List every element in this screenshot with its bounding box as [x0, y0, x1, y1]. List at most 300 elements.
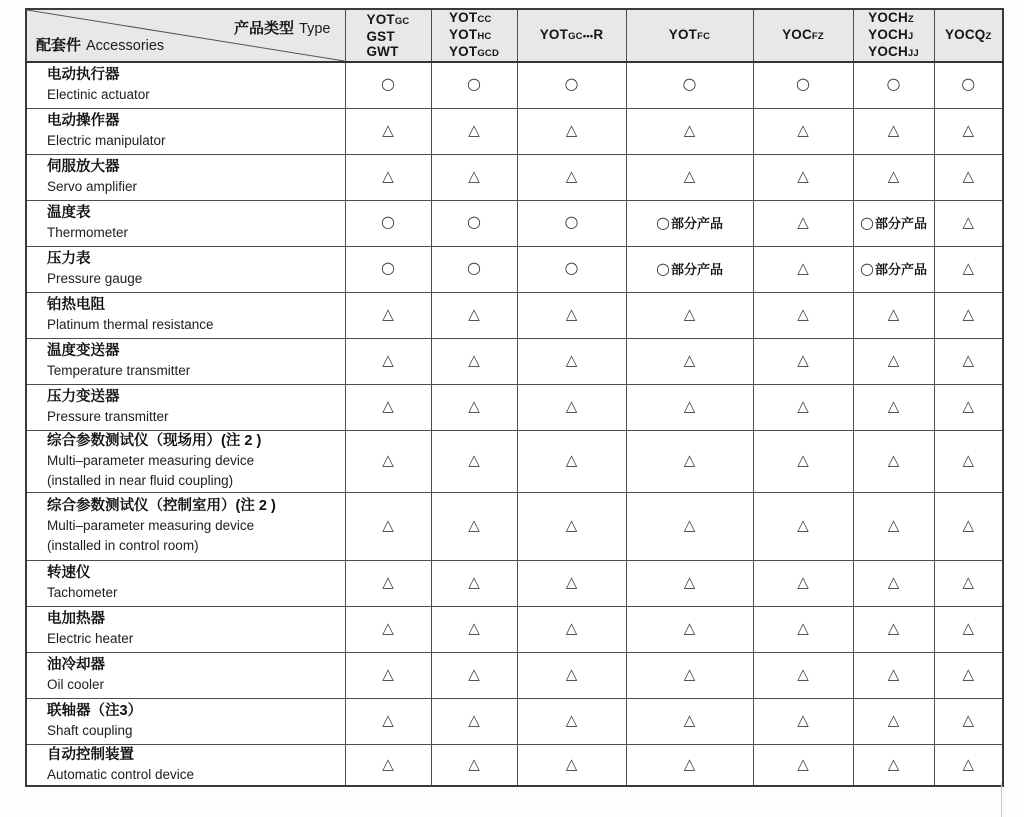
triangle-symbol: △: [565, 397, 578, 415]
page-edge-line: [1001, 783, 1002, 817]
triangle-symbol: △: [382, 754, 394, 773]
column-header-text: YOCHZ YOCHJ YOCHJJ: [868, 10, 919, 59]
triangle-symbol: △: [565, 451, 578, 469]
triangle-cell: [934, 430, 1003, 492]
triangle-symbol: △: [797, 121, 809, 139]
triangle-cell: [753, 200, 853, 246]
circle-partial-cell: [853, 246, 934, 292]
triangle-symbol: △: [887, 516, 900, 534]
partial-products-label: 部分产品: [670, 262, 723, 277]
header-row: [26, 9, 1003, 62]
triangle-symbol: △: [382, 397, 394, 415]
triangle-symbol: △: [382, 351, 394, 369]
circle-cell: [517, 246, 626, 292]
column-header-text: YOTGC GST GWT: [366, 12, 410, 59]
triangle-cell: [853, 606, 934, 652]
triangle-symbol: △: [962, 121, 975, 139]
triangle-cell: [934, 292, 1003, 338]
accessory-name-zh: 压力表: [47, 251, 91, 267]
column-header-yotgc-gst-gwt: [345, 9, 431, 62]
triangle-symbol: △: [468, 573, 480, 591]
triangle-cell: [626, 292, 753, 338]
circle-partial-cell: [626, 246, 753, 292]
circle-symbol: ○: [656, 259, 670, 278]
table-row: [26, 560, 1003, 606]
triangle-cell: [626, 698, 753, 744]
accessory-label-cell: [26, 606, 345, 652]
column-header-yochz-yochj-yochjj: [853, 9, 934, 62]
accessory-label-cell: [26, 62, 345, 108]
column-header-yotgc-r: [517, 9, 626, 62]
accessory-name-en: Automatic control device: [47, 766, 195, 782]
triangle-symbol: △: [565, 121, 578, 139]
accessory-name-en: Electinic actuator: [47, 87, 150, 103]
table-row: [26, 338, 1003, 384]
triangle-symbol: △: [565, 305, 578, 323]
triangle-symbol: △: [797, 573, 809, 591]
column-header-text: YOTFC: [668, 27, 711, 42]
circle-symbol: ○: [564, 74, 579, 94]
triangle-cell: [431, 108, 517, 154]
partial-products-label: 部分产品: [670, 216, 723, 231]
accessory-name-en: Thermometer: [47, 225, 129, 240]
accessory-name-en: Shaft coupling: [47, 723, 133, 738]
triangle-symbol: △: [797, 259, 809, 277]
accessory-name-en: Tachometer: [47, 585, 118, 600]
accessory-name-en: (installed in control room): [47, 538, 199, 553]
triangle-cell: [431, 698, 517, 744]
triangle-cell: [934, 338, 1003, 384]
circle-symbol: ○: [860, 259, 874, 278]
triangle-symbol: △: [683, 121, 696, 139]
accessory-name-en: Platinum thermal resistance: [47, 317, 214, 332]
accessory-name-zh: 电加热器: [47, 611, 105, 627]
triangle-symbol: △: [887, 167, 900, 185]
triangle-cell: [753, 154, 853, 200]
triangle-symbol: △: [468, 121, 480, 139]
circle-symbol: ○: [961, 74, 976, 94]
triangle-cell: [517, 560, 626, 606]
triangle-cell: [431, 292, 517, 338]
triangle-cell: [853, 338, 934, 384]
column-header-yotfc: [626, 9, 753, 62]
column-header-text: YOTGC•••R: [539, 27, 604, 42]
triangle-symbol: △: [468, 516, 480, 534]
circle-cell: [853, 62, 934, 108]
triangle-cell: [345, 108, 431, 154]
accessory-name-zh: 综合参数测试仪（控制室用）(注 2 ): [47, 498, 276, 514]
triangle-cell: [934, 606, 1003, 652]
accessory-name-zh: 温度变送器: [47, 343, 120, 359]
table-row: [26, 246, 1003, 292]
triangle-cell: [517, 384, 626, 430]
column-header-text: YOCQZ: [944, 27, 992, 42]
accessory-name-zh: 压力变送器: [47, 389, 120, 405]
triangle-cell: [934, 744, 1003, 786]
triangle-cell: [753, 430, 853, 492]
triangle-symbol: △: [797, 305, 809, 323]
circle-symbol: ○: [381, 74, 395, 94]
product-type-label-en: Type: [299, 21, 331, 37]
triangle-symbol: △: [468, 351, 480, 369]
circle-cell: [753, 62, 853, 108]
triangle-cell: [753, 698, 853, 744]
triangle-symbol: △: [565, 573, 578, 591]
accessory-label-cell: [26, 292, 345, 338]
triangle-symbol: △: [468, 397, 480, 415]
triangle-symbol: △: [887, 754, 900, 773]
triangle-symbol: △: [962, 213, 975, 231]
accessory-name-zh: 转速仪: [47, 565, 91, 581]
triangle-cell: [345, 652, 431, 698]
triangle-symbol: △: [962, 619, 975, 637]
accessory-label-cell: [26, 560, 345, 606]
triangle-cell: [934, 698, 1003, 744]
table-row: [26, 606, 1003, 652]
accessory-label-cell: [26, 246, 345, 292]
triangle-symbol: △: [683, 619, 696, 637]
triangle-cell: [626, 430, 753, 492]
triangle-cell: [626, 384, 753, 430]
triangle-symbol: △: [468, 754, 480, 773]
triangle-cell: [517, 338, 626, 384]
triangle-cell: [517, 492, 626, 560]
triangle-symbol: △: [565, 516, 578, 534]
triangle-symbol: △: [887, 711, 900, 729]
triangle-cell: [934, 154, 1003, 200]
triangle-symbol: △: [382, 573, 394, 591]
circle-symbol: ○: [467, 74, 481, 94]
accessories-table: [25, 8, 1004, 787]
triangle-cell: [431, 492, 517, 560]
triangle-symbol: △: [887, 619, 900, 637]
triangle-cell: [345, 338, 431, 384]
accessory-label-cell: [26, 200, 345, 246]
triangle-symbol: △: [683, 305, 696, 323]
circle-symbol: ○: [467, 258, 481, 277]
accessory-label-cell: [26, 698, 345, 744]
circle-symbol: ○: [467, 212, 481, 231]
triangle-symbol: △: [683, 754, 696, 773]
triangle-symbol: △: [565, 167, 578, 185]
table-row: [26, 384, 1003, 430]
accessory-name-en: Multi–parameter measuring device: [47, 518, 255, 533]
triangle-cell: [517, 744, 626, 786]
triangle-symbol: △: [962, 451, 975, 469]
triangle-symbol: △: [962, 665, 975, 683]
accessory-name-en: Electric manipulator: [47, 133, 166, 148]
table-row: [26, 744, 1003, 786]
triangle-symbol: △: [382, 121, 394, 139]
triangle-symbol: △: [683, 516, 696, 534]
triangle-symbol: △: [565, 754, 578, 773]
triangle-cell: [753, 652, 853, 698]
circle-cell: [345, 246, 431, 292]
triangle-cell: [753, 744, 853, 786]
accessory-name-zh: 自动控制装置: [47, 746, 134, 763]
triangle-symbol: △: [797, 451, 809, 469]
corner-header-cell: [26, 9, 345, 62]
triangle-cell: [753, 108, 853, 154]
triangle-symbol: △: [962, 305, 975, 323]
circle-symbol: ○: [564, 212, 579, 231]
circle-cell: [431, 62, 517, 108]
triangle-cell: [431, 384, 517, 430]
partial-products-label: 部分产品: [874, 262, 927, 277]
accessory-label-cell: [26, 430, 345, 492]
triangle-symbol: △: [962, 516, 975, 534]
triangle-cell: [934, 200, 1003, 246]
circle-symbol: ○: [564, 258, 579, 277]
accessories-label-en: Accessories: [86, 38, 165, 54]
triangle-cell: [853, 384, 934, 430]
triangle-cell: [626, 492, 753, 560]
triangle-symbol: △: [565, 711, 578, 729]
table-row: [26, 430, 1003, 492]
circle-symbol: ○: [860, 213, 874, 232]
triangle-cell: [431, 154, 517, 200]
table-row: [26, 200, 1003, 246]
accessory-name-zh: 联轴器（注3）: [47, 703, 143, 719]
triangle-symbol: △: [887, 665, 900, 683]
circle-cell: [345, 200, 431, 246]
triangle-cell: [345, 560, 431, 606]
triangle-cell: [517, 606, 626, 652]
accessory-name-zh: 伺服放大器: [47, 159, 120, 175]
triangle-cell: [431, 606, 517, 652]
accessory-name-en: Oil cooler: [47, 677, 105, 692]
triangle-symbol: △: [683, 573, 696, 591]
circle-cell: [345, 62, 431, 108]
triangle-cell: [626, 606, 753, 652]
circle-cell: [626, 62, 753, 108]
accessories-label-zh: 配套件: [36, 37, 82, 54]
triangle-cell: [517, 292, 626, 338]
triangle-symbol: △: [797, 619, 809, 637]
triangle-cell: [753, 292, 853, 338]
triangle-cell: [934, 492, 1003, 560]
triangle-cell: [345, 154, 431, 200]
triangle-cell: [345, 430, 431, 492]
triangle-symbol: △: [382, 665, 394, 683]
triangle-symbol: △: [962, 573, 975, 591]
triangle-symbol: △: [887, 305, 900, 323]
triangle-cell: [345, 744, 431, 786]
triangle-symbol: △: [683, 451, 696, 469]
triangle-cell: [517, 652, 626, 698]
triangle-cell: [345, 292, 431, 338]
table-row: [26, 492, 1003, 560]
triangle-symbol: △: [382, 711, 394, 729]
triangle-cell: [431, 652, 517, 698]
triangle-cell: [853, 652, 934, 698]
accessory-name-zh: 综合参数测试仪（现场用）(注 2 ): [47, 433, 262, 449]
accessory-name-zh: 油冷却器: [47, 657, 105, 673]
triangle-symbol: △: [382, 167, 394, 185]
accessory-name-en: Pressure gauge: [47, 271, 143, 286]
triangle-cell: [853, 698, 934, 744]
triangle-cell: [753, 492, 853, 560]
triangle-symbol: △: [797, 516, 809, 534]
circle-cell: [517, 200, 626, 246]
triangle-symbol: △: [797, 397, 809, 415]
accessory-name-zh: 温度表: [47, 205, 91, 221]
triangle-cell: [753, 606, 853, 652]
triangle-symbol: △: [962, 351, 975, 369]
triangle-cell: [853, 492, 934, 560]
accessory-name-en: Electric heater: [47, 631, 134, 646]
triangle-cell: [345, 606, 431, 652]
accessory-label-cell: [26, 338, 345, 384]
column-header-text: YOTCC YOTHC YOTGCD: [448, 10, 500, 59]
triangle-cell: [753, 338, 853, 384]
triangle-symbol: △: [962, 259, 975, 277]
triangle-cell: [753, 384, 853, 430]
circle-cell: [431, 200, 517, 246]
triangle-cell: [517, 108, 626, 154]
accessory-name-en: (installed in near fluid coupling): [47, 473, 234, 488]
triangle-symbol: △: [887, 121, 900, 139]
accessory-label-cell: [26, 154, 345, 200]
triangle-cell: [853, 430, 934, 492]
product-type-header: [234, 17, 330, 38]
table-row: [26, 698, 1003, 744]
triangle-symbol: △: [887, 351, 900, 369]
triangle-symbol: △: [468, 619, 480, 637]
accessory-name-en: Multi–parameter measuring device: [47, 453, 255, 468]
circle-symbol: ○: [656, 213, 670, 232]
triangle-cell: [345, 384, 431, 430]
triangle-symbol: △: [797, 665, 809, 683]
column-header-yocfz: [753, 9, 853, 62]
column-header-yotcc-yothc-yotgcd: [431, 9, 517, 62]
triangle-cell: [431, 338, 517, 384]
circle-partial-cell: [626, 200, 753, 246]
triangle-cell: [431, 430, 517, 492]
triangle-symbol: △: [565, 351, 578, 369]
accessory-name-en: Servo amplifier: [47, 179, 138, 194]
triangle-symbol: △: [962, 711, 975, 729]
column-header-text: YOCFZ: [782, 27, 824, 42]
accessory-name-zh: 电动操作器: [47, 113, 120, 129]
triangle-cell: [853, 292, 934, 338]
triangle-cell: [517, 698, 626, 744]
circle-symbol: ○: [796, 74, 810, 94]
triangle-symbol: △: [887, 397, 900, 415]
accessory-name-zh: 铂热电阻: [47, 297, 105, 313]
triangle-symbol: △: [797, 754, 809, 773]
triangle-cell: [345, 698, 431, 744]
triangle-symbol: △: [962, 397, 975, 415]
triangle-cell: [345, 492, 431, 560]
triangle-cell: [517, 154, 626, 200]
triangle-cell: [626, 154, 753, 200]
triangle-symbol: △: [382, 451, 394, 469]
triangle-symbol: △: [683, 397, 696, 415]
triangle-cell: [626, 108, 753, 154]
triangle-cell: [431, 560, 517, 606]
triangle-cell: [934, 384, 1003, 430]
triangle-symbol: △: [565, 665, 578, 683]
accessory-name-en: Pressure transmitter: [47, 409, 169, 424]
triangle-cell: [517, 430, 626, 492]
triangle-symbol: △: [468, 305, 480, 323]
triangle-cell: [626, 744, 753, 786]
triangle-symbol: △: [962, 754, 975, 773]
accessory-label-cell: [26, 108, 345, 154]
circle-symbol: ○: [682, 74, 697, 94]
triangle-symbol: △: [565, 619, 578, 637]
triangle-symbol: △: [468, 711, 480, 729]
triangle-cell: [626, 652, 753, 698]
triangle-symbol: △: [797, 167, 809, 185]
triangle-symbol: △: [683, 711, 696, 729]
triangle-cell: [626, 560, 753, 606]
triangle-symbol: △: [683, 351, 696, 369]
triangle-symbol: △: [887, 573, 900, 591]
circle-cell: [934, 62, 1003, 108]
circle-cell: [517, 62, 626, 108]
triangle-cell: [753, 560, 853, 606]
triangle-symbol: △: [683, 167, 696, 185]
triangle-cell: [431, 744, 517, 786]
triangle-cell: [853, 154, 934, 200]
triangle-cell: [853, 108, 934, 154]
triangle-symbol: △: [797, 711, 809, 729]
column-header-yocqz: [934, 9, 1003, 62]
table-row: [26, 108, 1003, 154]
triangle-cell: [853, 744, 934, 786]
triangle-symbol: △: [468, 167, 480, 185]
triangle-symbol: △: [797, 213, 809, 231]
triangle-symbol: △: [382, 305, 394, 323]
accessory-label-cell: [26, 652, 345, 698]
circle-symbol: ○: [381, 258, 395, 277]
accessory-name-zh: 电动执行器: [47, 67, 120, 84]
accessory-label-cell: [26, 744, 345, 786]
table-row: [26, 292, 1003, 338]
triangle-cell: [934, 560, 1003, 606]
triangle-symbol: △: [382, 619, 394, 637]
table-row: [26, 652, 1003, 698]
table-row: [26, 154, 1003, 200]
triangle-cell: [934, 652, 1003, 698]
circle-partial-cell: [853, 200, 934, 246]
triangle-cell: [853, 560, 934, 606]
triangle-symbol: △: [468, 665, 480, 683]
triangle-cell: [753, 246, 853, 292]
circle-symbol: ○: [381, 212, 395, 231]
triangle-cell: [934, 108, 1003, 154]
table-row: [26, 62, 1003, 108]
triangle-symbol: △: [887, 451, 900, 469]
triangle-symbol: △: [797, 351, 809, 369]
triangle-symbol: △: [683, 665, 696, 683]
triangle-symbol: △: [382, 516, 394, 534]
product-type-label-zh: 产品类型: [234, 20, 295, 37]
triangle-symbol: △: [962, 167, 975, 185]
triangle-symbol: △: [468, 451, 480, 469]
accessory-label-cell: [26, 384, 345, 430]
triangle-cell: [934, 246, 1003, 292]
partial-products-label: 部分产品: [874, 216, 927, 231]
accessory-name-en: Temperature transmitter: [47, 363, 191, 378]
triangle-cell: [626, 338, 753, 384]
circle-cell: [431, 246, 517, 292]
circle-symbol: ○: [886, 74, 901, 94]
accessories-header: [36, 34, 164, 55]
accessory-label-cell: [26, 492, 345, 560]
